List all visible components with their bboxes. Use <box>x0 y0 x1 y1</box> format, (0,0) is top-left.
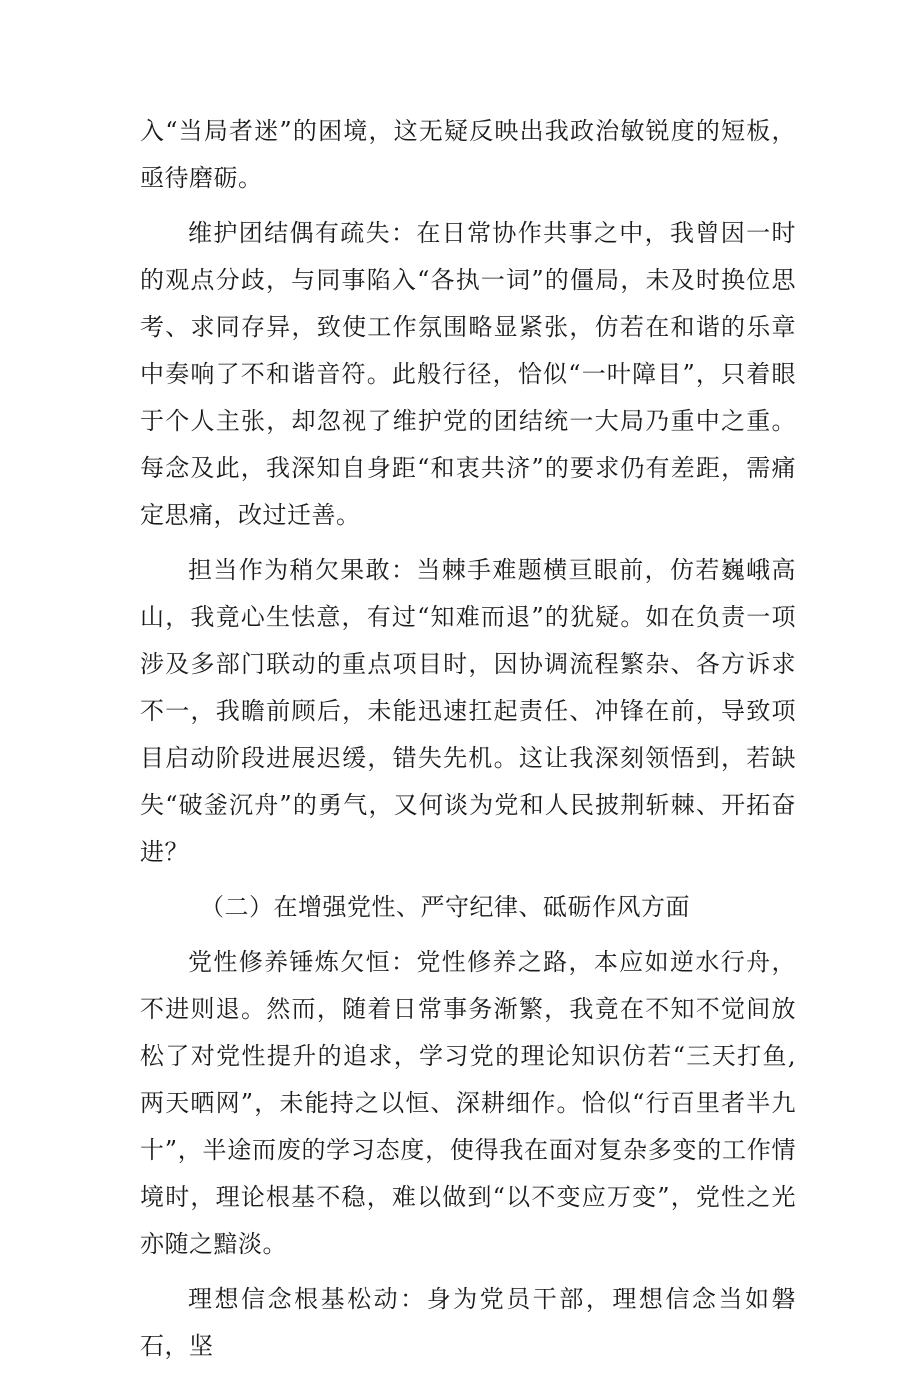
section-heading: （二）在增强党性、严守纪律、砥砺作风方面 <box>200 893 690 921</box>
paragraph-1: 入“当局者迷”的困境，这无疑反映出我政治敏锐度的短板，亟待磨砺。 <box>140 117 796 192</box>
paragraph-3: 担当作为稍欠果敢：当棘手难题横亘眼前，仿若巍峨高山，我竟心生怯意，有过“知难而退”的犹疑。如在负责一项涉及多部门联动的重点项目时，因协调流程繁杂、各方诉求不一，我瞻前顾后，未能迅速扛起责任、冲锋在前，导致项目启动阶段进展迟缓，错失先机。这让我深刻领悟到，若缺失“破釜沉舟”的勇气，又何谈为党和人民披荆斩棘、开拓奋进？ <box>140 556 796 866</box>
document-body <box>140 108 796 1378</box>
paragraph-4: 党性修养锤炼欠恒：党性修养之路，本应如逆水行舟，不进则退。然而，随着日常事务渐繁，我竟在不知不觉间放松了对党性提升的追求，学习党的理论知识仿若“三天打鱼,两天晒网”，未能持之以恒、深耕细作。恰似“行百里者半九十”，半途而废的学习态度，使得我在面对复杂多变的工作情境时，理论根基不稳，难以做到“以不变应万变”，党性之光亦随之黯淡。 <box>140 948 796 1258</box>
paragraph-2: 维护团结偶有疏失：在日常协作共事之中，我曾因一时的观点分歧，与同事陷入“各执一词”的僵局，未及时换位思考、求同存异，致使工作氛围略显紧张，仿若在和谐的乐章中奏响了不和谐音符。此般行径，恰似“一叶障目”，只着眼于个人主张，却忽视了维护党的团结统一大局乃重中之重。每念及此，我深知自身距“和衷共济”的要求仍有差距，需痛定思痛，改过迁善。 <box>140 219 796 529</box>
paragraph-5: 理想信念根基松动：身为党员干部，理想信念当如磐石，坚 <box>140 1285 796 1360</box>
